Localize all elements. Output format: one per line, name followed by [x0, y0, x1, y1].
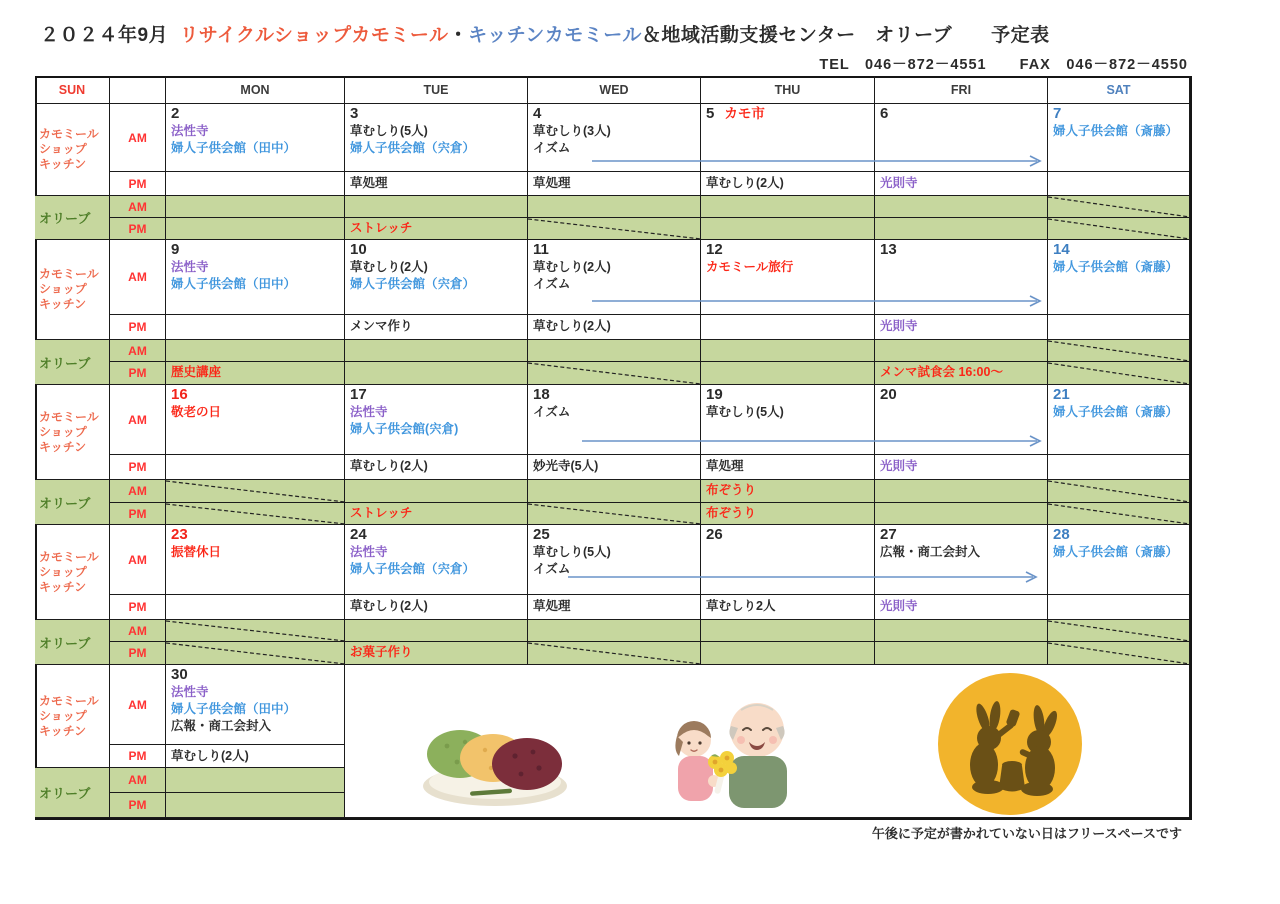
title-kitchen: キッチンカモミール [468, 25, 642, 46]
diagonal-strikethrough [1048, 480, 1190, 503]
cell-week1-wed-am: 4 草むしり(3人) イズム [528, 104, 701, 172]
cell-week4-wed-am: 25 草むしり(5人) イズム [528, 525, 701, 595]
diagonal-strikethrough [166, 503, 345, 525]
diagonal-strikethrough [166, 620, 345, 642]
day-header-mon: MON [166, 76, 345, 104]
cell-week2-wed-olive-am [528, 340, 701, 362]
diagonal-strikethrough [166, 480, 345, 503]
cell-week3-wed-am: 18 イズム [528, 385, 701, 455]
row-group-label-chamomile-shop-kitchen: カモミール ショップ キッチン [35, 665, 110, 768]
cell-week1-mon-olive-pm [166, 218, 345, 240]
olive-am-label: AM [110, 480, 166, 503]
cell-week1-thu-olive-pm [701, 218, 875, 240]
olive-pm-label: PM [110, 503, 166, 525]
cell-week4-mon-am: 23 振替休日 [166, 525, 345, 595]
cell-week4-thu-olive-am [701, 620, 875, 642]
row-group-label-olive: オリーブ [35, 768, 110, 818]
cell-week4-fri-olive-am [875, 620, 1048, 642]
cell-week1-fri-olive-am [875, 196, 1048, 218]
cell-week4-sat-olive-pm [1048, 642, 1190, 665]
cell-week2-thu-olive-am [701, 340, 875, 362]
cell-week2-tue-am: 10 草むしり(2人) 婦人子供会館（宍倉） [345, 240, 528, 315]
olive-pm-label: PM [110, 362, 166, 385]
cell-week2-thu-olive-pm [701, 362, 875, 385]
cell-week1-thu-am: 5 カモ市 [701, 104, 875, 172]
cell-week3-sat-olive-pm [1048, 503, 1190, 525]
cell-week1-wed-pm: 草処理 [528, 172, 701, 196]
cell-week2-mon-olive-pm: 歴史講座 [166, 362, 345, 385]
day-header-sun: SUN [35, 76, 110, 104]
cell-week4-fri-pm: 光則寺 [875, 595, 1048, 620]
cell-week2-fri-olive-pm: メンマ試食会 16:00～ [875, 362, 1048, 385]
am-label: AM [110, 240, 166, 315]
diagonal-strikethrough [528, 503, 701, 525]
cell-week3-mon-olive-pm [166, 503, 345, 525]
cell-week1-tue-pm: 草処理 [345, 172, 528, 196]
cell-week4-tue-pm: 草むしり(2人) [345, 595, 528, 620]
cell-week3-fri-olive-am [875, 480, 1048, 503]
cell-week1-tue-am: 3 草むしり(5人) 婦人子供会館（宍倉） [345, 104, 528, 172]
day-header-fri: FRI [875, 76, 1048, 104]
cell-week1-mon-am: 2 法性寺 婦人子供会館（田中） [166, 104, 345, 172]
cell-week3-fri-am: 20 [875, 385, 1048, 455]
diagonal-strikethrough [1048, 503, 1190, 525]
cell-week4-fri-olive-pm [875, 642, 1048, 665]
cell-week1-sat-am: 7 婦人子供会館（斎藤） [1048, 104, 1190, 172]
cell-week3-wed-pm: 妙光寺(5人) [528, 455, 701, 480]
diagonal-strikethrough [1048, 362, 1190, 385]
diagonal-strikethrough [1048, 340, 1190, 362]
olive-am-label: AM [110, 768, 166, 793]
cell-week3-thu-olive-pm: 布ぞうり [701, 503, 875, 525]
cell-week4-wed-pm: 草処理 [528, 595, 701, 620]
page-title [40, 20, 1050, 47]
olive-pm-label: PM [110, 793, 166, 818]
cell-week4-sat-olive-am [1048, 620, 1190, 642]
row-group-label-olive: オリーブ [35, 620, 110, 665]
cell-week1-sat-olive-pm [1048, 218, 1190, 240]
cell-week2-thu-am: 12 カモミール旅行 [701, 240, 875, 315]
cell-week1-tue-olive-pm: ストレッチ [345, 218, 528, 240]
title-rest: ＆地域活動支援センター オリーブ 予定表 [641, 25, 1050, 46]
cell-week5-mon-pm: 草むしり(2人) [166, 745, 345, 768]
olive-pm-label: PM [110, 218, 166, 240]
am-label: AM [110, 665, 166, 745]
day-header-spacer [110, 76, 166, 104]
row-group-label-olive: オリーブ [35, 196, 110, 240]
row-group-label-chamomile-shop-kitchen: カモミール ショップ キッチン [35, 385, 110, 480]
cell-week1-sat-pm [1048, 172, 1190, 196]
cell-week5-mon-am: 30 法性寺 婦人子供会館（田中） 広報・商工会封入 [166, 665, 345, 745]
cell-week1-fri-am: 6 [875, 104, 1048, 172]
cell-week4-wed-olive-am [528, 620, 701, 642]
cell-week3-wed-olive-pm [528, 503, 701, 525]
diagonal-strikethrough [1048, 196, 1190, 218]
cell-week4-tue-olive-am [345, 620, 528, 642]
tel-number: TEL 046－872－4551 [819, 57, 987, 73]
cell-week1-thu-olive-am [701, 196, 875, 218]
olive-am-label: AM [110, 620, 166, 642]
diagonal-strikethrough [528, 642, 701, 665]
cell-week4-tue-olive-pm: お菓子作り [345, 642, 528, 665]
cell-week2-tue-pm: メンマ作り [345, 315, 528, 340]
cell-week3-mon-pm [166, 455, 345, 480]
cell-week4-thu-pm: 草むしり2人 [701, 595, 875, 620]
cell-week2-mon-olive-am [166, 340, 345, 362]
cell-week4-thu-olive-pm [701, 642, 875, 665]
cell-week1-fri-pm: 光則寺 [875, 172, 1048, 196]
cell-week3-sat-pm [1048, 455, 1190, 480]
olive-am-label: AM [110, 340, 166, 362]
cell-week3-tue-olive-pm: ストレッチ [345, 503, 528, 525]
cell-week3-mon-olive-am [166, 480, 345, 503]
cell-week2-wed-olive-pm [528, 362, 701, 385]
fax-number: FAX 046－872－4550 [1019, 57, 1188, 73]
cell-week2-thu-pm [701, 315, 875, 340]
cell-week1-fri-olive-pm [875, 218, 1048, 240]
cell-week2-fri-am: 13 [875, 240, 1048, 315]
cell-week3-sat-am: 21 婦人子供会館（斎藤） [1048, 385, 1190, 455]
cell-week2-sat-pm [1048, 315, 1190, 340]
cell-week3-sat-olive-am [1048, 480, 1190, 503]
cell-week1-wed-olive-am [528, 196, 701, 218]
cell-week2-sat-am: 14 婦人子供会館（斎藤） [1048, 240, 1190, 315]
cell-week2-wed-am: 11 草むしり(2人) イズム [528, 240, 701, 315]
cell-week3-thu-am: 19 草むしり(5人) [701, 385, 875, 455]
respect-for-the-aged-day-illustration [657, 686, 815, 814]
cell-week2-fri-olive-am [875, 340, 1048, 362]
diagonal-strikethrough [1048, 620, 1190, 642]
pm-label: PM [110, 455, 166, 480]
cell-week4-sat-am: 28 婦人子供会館（斎藤） [1048, 525, 1190, 595]
cell-week2-sat-olive-am [1048, 340, 1190, 362]
diagonal-strikethrough [528, 362, 701, 385]
cell-week1-mon-olive-am [166, 196, 345, 218]
tsukimi-moon-rabbits-illustration [936, 672, 1084, 816]
olive-am-label: AM [110, 196, 166, 218]
cell-week4-tue-am: 24 法性寺 婦人子供会館（宍倉） [345, 525, 528, 595]
am-label: AM [110, 385, 166, 455]
cell-week3-thu-olive-am: 布ぞうり [701, 480, 875, 503]
cell-week3-mon-am: 16 敬老の日 [166, 385, 345, 455]
cell-week4-sat-pm [1048, 595, 1190, 620]
diagonal-strikethrough [1048, 642, 1190, 665]
cell-week2-mon-pm [166, 315, 345, 340]
diagonal-strikethrough [1048, 218, 1190, 240]
cell-week5-mon-olive-pm [166, 793, 345, 818]
day-header-wed: WED [528, 76, 701, 104]
cell-week4-wed-olive-pm [528, 642, 701, 665]
title-year-month: ２０２４年9月 [40, 25, 169, 46]
cell-week3-thu-pm: 草処理 [701, 455, 875, 480]
cell-week2-sat-olive-pm [1048, 362, 1190, 385]
day-header-thu: THU [701, 76, 875, 104]
pm-label: PM [110, 315, 166, 340]
row-group-label-chamomile-shop-kitchen: カモミール ショップ キッチン [35, 240, 110, 340]
cell-week3-tue-pm: 草むしり(2人) [345, 455, 528, 480]
am-label: AM [110, 104, 166, 172]
cell-week2-tue-olive-am [345, 340, 528, 362]
contact-info [819, 53, 1188, 74]
cell-week3-fri-olive-pm [875, 503, 1048, 525]
cell-week4-mon-olive-am [166, 620, 345, 642]
title-recycle-shop: リサイクルショップカモミール [179, 25, 449, 46]
cell-week3-tue-olive-am [345, 480, 528, 503]
pm-label: PM [110, 172, 166, 196]
title-dot: ・ [448, 25, 469, 46]
cell-week5-mon-olive-am [166, 768, 345, 793]
pm-label: PM [110, 595, 166, 620]
diagonal-strikethrough [528, 218, 701, 240]
cell-week2-fri-pm: 光則寺 [875, 315, 1048, 340]
cell-week1-tue-olive-am [345, 196, 528, 218]
ohagi-plate-illustration [415, 716, 575, 811]
cell-week3-wed-olive-am [528, 480, 701, 503]
diagonal-strikethrough [166, 642, 345, 665]
cell-week1-thu-pm: 草むしり(2人) [701, 172, 875, 196]
cell-week1-sat-olive-am [1048, 196, 1190, 218]
day-header-tue: TUE [345, 76, 528, 104]
cell-week3-fri-pm: 光則寺 [875, 455, 1048, 480]
cell-week2-mon-am: 9 法性寺 婦人子供会館（田中） [166, 240, 345, 315]
pm-label: PM [110, 745, 166, 768]
cell-week4-mon-olive-pm [166, 642, 345, 665]
row-group-label-chamomile-shop-kitchen: カモミール ショップ キッチン [35, 525, 110, 620]
row-group-label-olive: オリーブ [35, 340, 110, 385]
row-group-label-chamomile-shop-kitchen: カモミール ショップ キッチン [35, 104, 110, 196]
row-group-label-olive: オリーブ [35, 480, 110, 525]
cell-week3-tue-am: 17 法性寺 婦人子供会館(宍倉) [345, 385, 528, 455]
cell-week2-tue-olive-pm [345, 362, 528, 385]
cell-week4-mon-pm [166, 595, 345, 620]
cell-week1-mon-pm [166, 172, 345, 196]
day-header-sat: SAT [1048, 76, 1190, 104]
cell-week4-fri-am: 27 広報・商工会封入 [875, 525, 1048, 595]
olive-pm-label: PM [110, 642, 166, 665]
footer-note: 午後に予定が書かれていない日はフリースペースです [871, 826, 1182, 841]
cell-week4-thu-am: 26 [701, 525, 875, 595]
am-label: AM [110, 525, 166, 595]
cell-week1-wed-olive-pm [528, 218, 701, 240]
cell-week2-wed-pm: 草むしり(2人) [528, 315, 701, 340]
